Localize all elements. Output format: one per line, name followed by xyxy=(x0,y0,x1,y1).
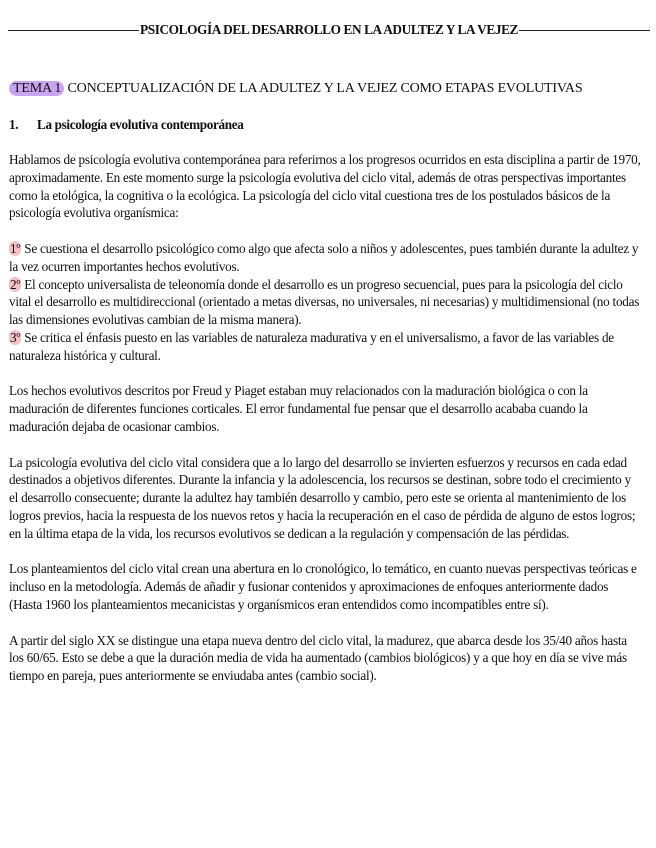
point-text: El concepto universalista de teleonomía donde el desarrollo es un progreso secuencial, pues para la psicología del ciclo vital el desarrollo es multidireccional (orientado a metas diversas, no universales, ni necesarias) y multidimensional (no todas las dimensiones evolutivas cambian de la misma manera). xyxy=(9,276,640,328)
paragraph-intro: Hablamos de psicología evolutiva contemporánea para referirnos a los progresos ocurridos en esta disciplina a partir de 1970, aproximadamente. En este momento surge la psicología evolutiva del ciclo vital, además de otras perspectivas importantes como la etológica, la cognitiva o la ecológica. La psicología del ciclo vital cuestiona tres de los postulados básicos de la psicología evolutiva organísmica: xyxy=(9,152,641,221)
point-marker: 1º xyxy=(10,241,21,257)
document-title: PSICOLOGÍA DEL DESARROLLO EN LA ADULTEZ Y LA VEJEZ xyxy=(139,22,519,37)
section-heading xyxy=(9,116,641,134)
point-marker: 2º xyxy=(10,276,21,292)
section-title: La psicología evolutiva contemporánea xyxy=(37,116,244,132)
point-item xyxy=(9,329,641,365)
point-marker: 3º xyxy=(10,330,21,346)
header-rule-right xyxy=(519,30,650,31)
point-item xyxy=(9,240,641,276)
paragraph-lifespan: La psicología evolutiva del ciclo vital considera que a lo largo del desarrollo se invierten esfuerzos y recursos en cada edad destinados a objetivos diferentes. Durante la infancia y la adolescencia, los recursos se destinan, sobre todo el crecimiento y el desarrollo consecuente; durante la adultez hay también desarrollo y cambio, pero este se orienta al mantenimiento de los logros previos, hacia la respuesta de los nuevos retos y hacia la recuperación en el caso de pérdida de alguno de estos logros; en la última etapa de la vida, los recursos evolutivos se dedican a la regulación y compensación de las pérdidas. xyxy=(9,454,636,541)
document-body xyxy=(9,80,641,685)
paragraph-freud-piaget: Los hechos evolutivos descritos por Freud y Piaget estaban muy relacionados con la maduración biológica o con la maduración de diferentes funciones corticales. El error fundamental fue pensar que el desarrollo acababa cuando la maduración dejaba de ocasionar cambios. xyxy=(9,383,588,435)
header-rule-left xyxy=(8,30,139,31)
point-text: Se critica el énfasis puesto en las variables de naturaleza madurativa y en el universalismo, a favor de las variables de naturaleza histórica y cultural. xyxy=(9,330,614,363)
point-item xyxy=(9,276,641,329)
tema-title: CONCEPTUALIZACIÓN DE LA ADULTEZ Y LA VEJEZ COMO ETAPAS EVOLUTIVAS xyxy=(67,81,583,96)
paragraph-approaches: Los planteamientos del ciclo vital crean una abertura en lo cronológico, lo temático, en cuanto nuevas perspectivas teóricas e incluso en la metodología. Además de añadir y fusionar contenidos y aproximaciones de enfoques anteriormente dados (Hasta 1960 los planteamientos mecanicistas y organísmicos eran entendidos como incompatibles entre sí). xyxy=(9,561,637,613)
document-header xyxy=(8,20,650,40)
section-number: 1. xyxy=(9,116,19,132)
paragraph-maturity: A partir del siglo XX se distingue una etapa nueva dentro del ciclo vital, la madurez, que abarca desde los 35/40 años hasta los 60/65. Esto se debe a que la duración media de vida ha aumentado (cambios biológicos) y a que hoy en día se vive más tiempo en pareja, pues anteriormente se enviudaba antes (cambio social). xyxy=(9,632,627,684)
tema-badge: TEMA 1 xyxy=(9,81,64,96)
tema-heading xyxy=(9,80,641,99)
point-text: Se cuestiona el desarrollo psicológico como algo que afecta solo a niños y adolescentes, pues también durante la adultez y la vez ocurren importantes hechos evolutivos. xyxy=(9,241,639,274)
